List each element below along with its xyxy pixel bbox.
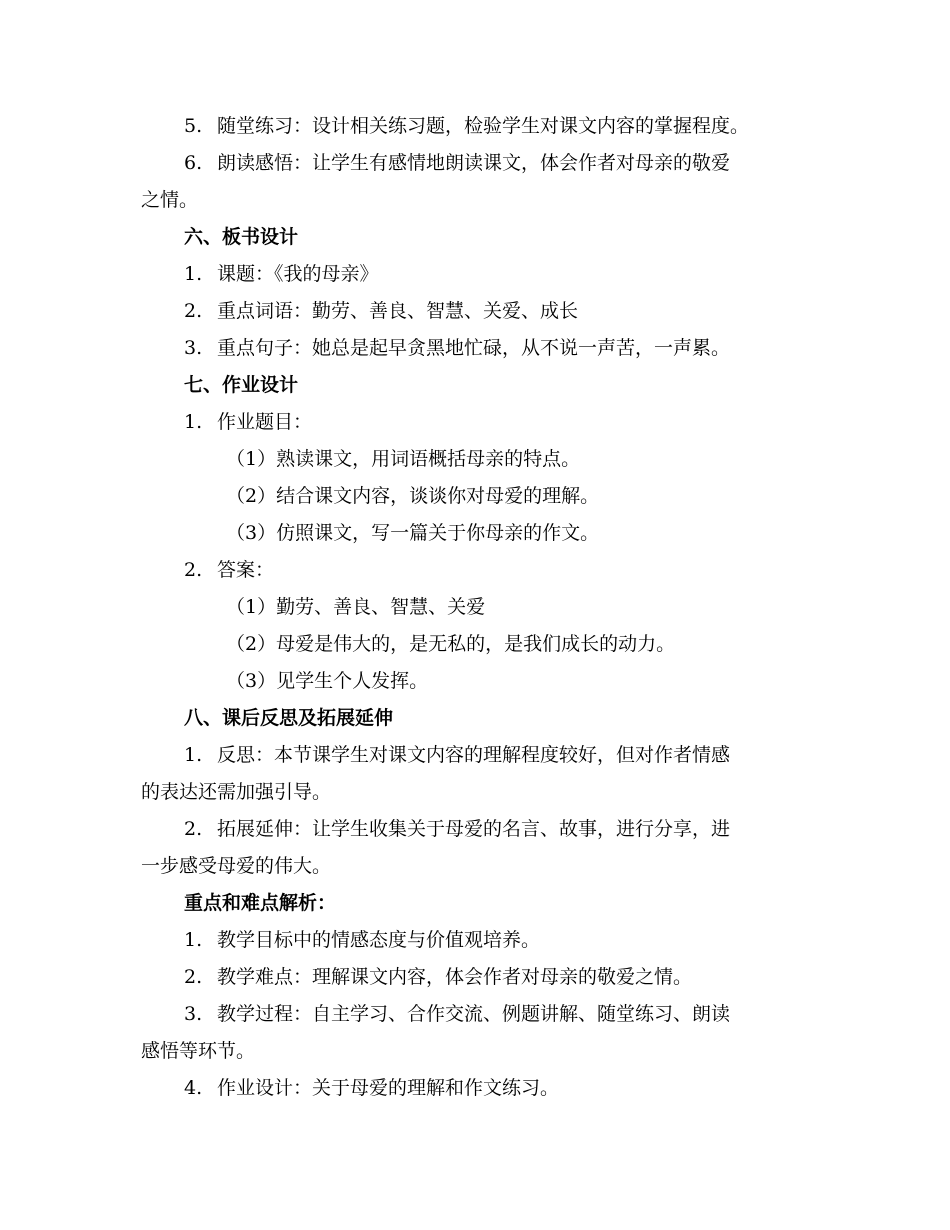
section-heading: 七、作业设计 <box>184 374 299 396</box>
item-number: 2. <box>184 966 203 988</box>
item-number: 3. <box>184 1003 203 1025</box>
list-item <box>0 816 950 842</box>
list-item <box>0 409 950 435</box>
sub-list-item: （2）母爱是伟大的，是无私的，是我们成长的动力。 <box>226 633 676 655</box>
section-heading: 重点和难点解析： <box>184 892 337 914</box>
item-number: 1. <box>184 744 203 766</box>
item-text: 答案： <box>217 559 275 581</box>
item-number: 1. <box>184 411 203 433</box>
list-item <box>0 113 950 139</box>
sub-list-item: （3）仿照课文，写一篇关于你母亲的作文。 <box>226 522 600 544</box>
paragraph-continuation: 一步感受母爱的伟大。 <box>141 855 332 877</box>
item-number: 1. <box>184 263 203 285</box>
list-item <box>0 557 950 583</box>
item-text: 作业设计：关于母爱的理解和作文练习。 <box>217 1077 560 1099</box>
item-number: 1. <box>184 929 203 951</box>
section-heading: 八、课后反思及拓展延伸 <box>184 707 394 729</box>
paragraph-continuation: 之情。 <box>141 189 199 211</box>
item-number: 5. <box>184 115 203 137</box>
list-item <box>0 261 950 287</box>
item-text: 反思：本节课学生对课文内容的理解程度较好，但对作者情感 <box>217 744 731 766</box>
list-item <box>0 150 950 176</box>
list-item <box>0 1075 950 1101</box>
item-text: 作业题目： <box>217 411 313 433</box>
item-text: 重点词语：勤劳、善良、智慧、关爱、成长 <box>217 300 579 322</box>
sub-list-item: （1）熟读课文，用词语概括母亲的特点。 <box>226 448 581 470</box>
list-item <box>0 335 950 361</box>
item-number: 2. <box>184 818 203 840</box>
item-text: 朗读感悟：让学生有感情地朗读课文，体会作者对母亲的敬爱 <box>217 152 731 174</box>
section-heading: 六、板书设计 <box>184 226 299 248</box>
list-item <box>0 298 950 324</box>
sub-list-item: （1）勤劳、善良、智慧、关爱 <box>226 596 486 618</box>
list-item <box>0 1001 950 1027</box>
sub-list-item: （2）结合课文内容，谈谈你对母爱的理解。 <box>226 485 600 507</box>
list-item <box>0 964 950 990</box>
item-number: 2. <box>184 300 203 322</box>
item-text: 课题：《我的母亲》 <box>217 263 379 285</box>
paragraph-continuation: 感悟等环节。 <box>141 1040 256 1062</box>
item-number: 2. <box>184 559 203 581</box>
item-text: 随堂练习：设计相关练习题，检验学生对课文内容的掌握程度。 <box>217 115 750 137</box>
item-text: 重点句子：她总是起早贪黑地忙碌，从不说一声苦，一声累。 <box>217 337 731 359</box>
sub-list-item: （3）见学生个人发挥。 <box>226 670 429 692</box>
item-number: 6. <box>184 152 203 174</box>
item-number: 4. <box>184 1077 203 1099</box>
paragraph-continuation: 的表达还需加强引导。 <box>141 781 332 803</box>
item-text: 教学难点：理解课文内容，体会作者对母亲的敬爱之情。 <box>217 966 693 988</box>
item-text: 教学过程：自主学习、合作交流、例题讲解、随堂练习、朗读 <box>217 1003 731 1025</box>
item-text: 教学目标中的情感态度与价值观培养。 <box>217 929 541 951</box>
list-item <box>0 742 950 768</box>
item-text: 拓展延伸：让学生收集关于母爱的名言、故事，进行分享，进 <box>217 818 731 840</box>
item-number: 3. <box>184 337 203 359</box>
list-item <box>0 927 950 953</box>
